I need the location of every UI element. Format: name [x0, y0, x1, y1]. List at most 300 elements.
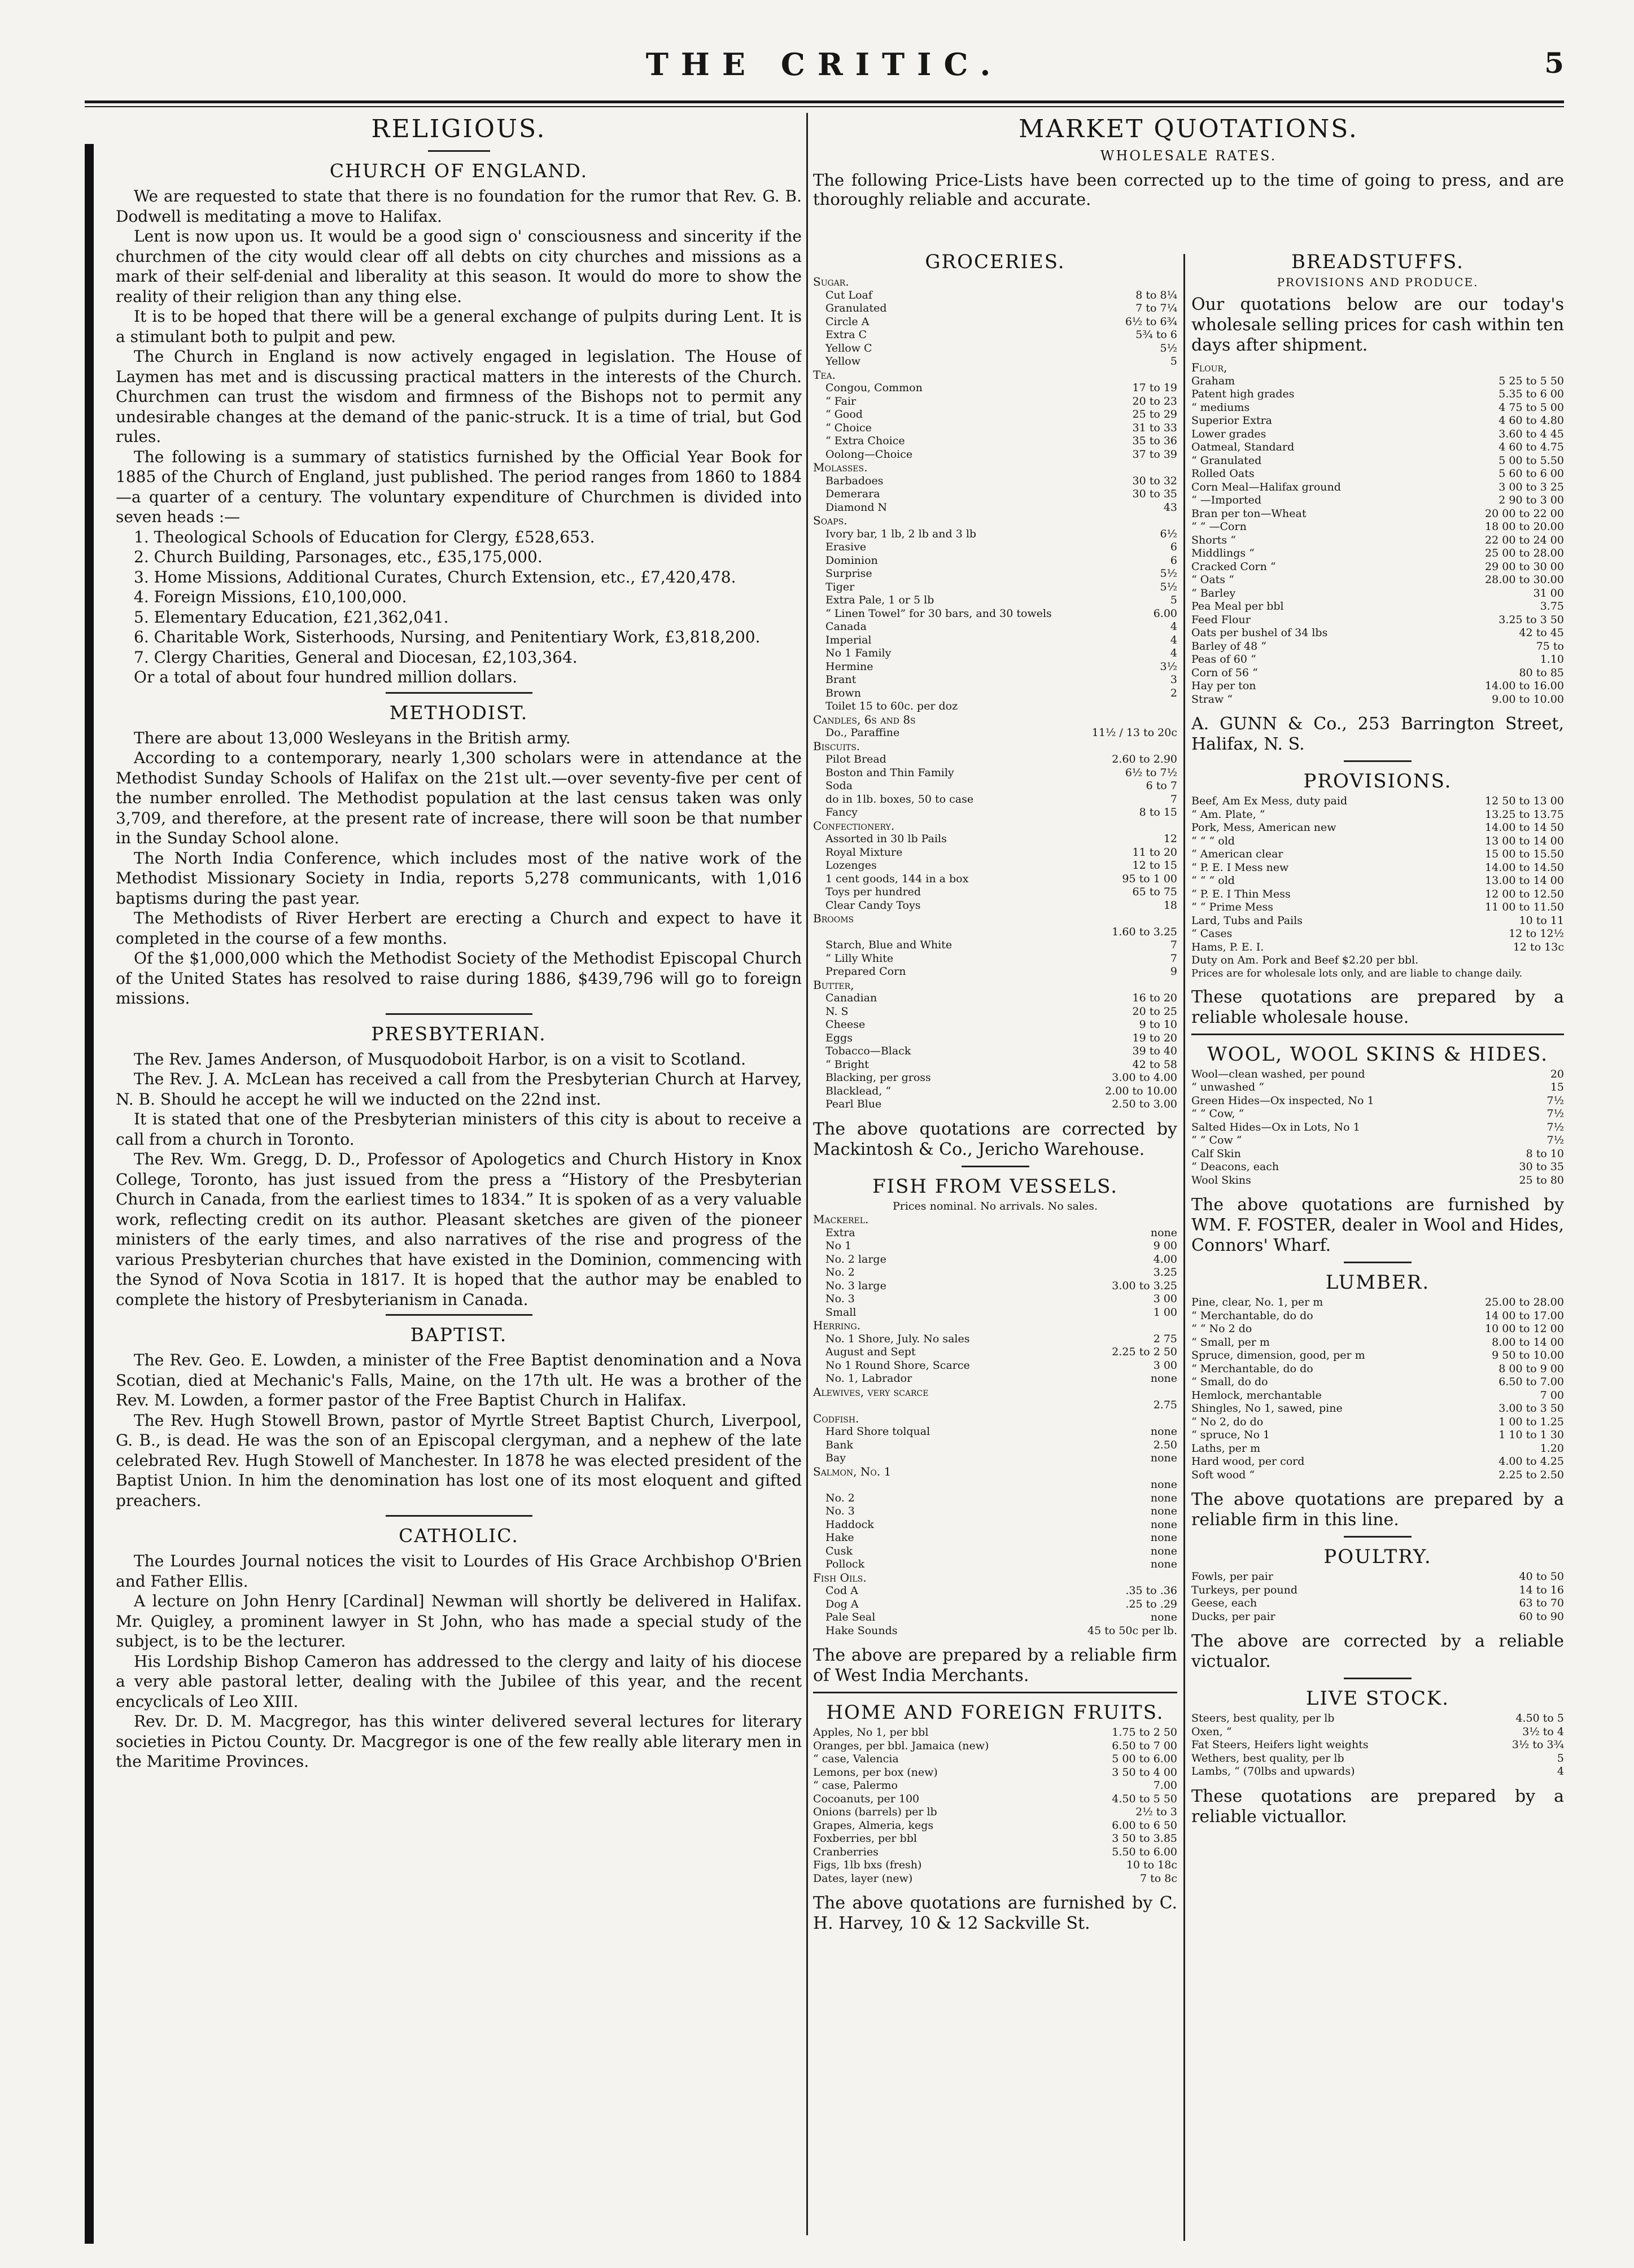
price-row	[813, 1346, 1177, 1359]
price-item-label: Pork, Mess, American new	[1191, 821, 1336, 834]
price-row	[813, 1032, 1177, 1045]
poultry-table	[1191, 1570, 1564, 1623]
price-item-label: Brown	[825, 686, 861, 699]
heading-church-of-england: CHURCH OF ENGLAND.	[329, 160, 588, 182]
price-item-value: none	[1150, 1452, 1177, 1464]
price-item-value: 6½ to 6¾	[1125, 315, 1177, 328]
price-row	[813, 780, 1177, 793]
price-row	[813, 1505, 1177, 1518]
price-row	[1191, 428, 1564, 441]
list-item: 5. Elementary Education, £21,362,041.	[134, 607, 449, 627]
price-item-label: Fancy	[825, 806, 858, 818]
price-item-label: Hard Shore tolqual	[825, 1425, 930, 1438]
price-item-value: 4.50 to 5 50	[1112, 1792, 1177, 1805]
price-item-value: 6.50 to 7.00	[1498, 1376, 1564, 1388]
price-item-value: 31 00	[1533, 586, 1564, 599]
price-item-value	[1173, 700, 1177, 713]
price-item-value: 6	[1170, 541, 1177, 553]
price-item-value: 45 to 50c per lb.	[1087, 1624, 1177, 1637]
price-row	[1191, 1429, 1564, 1442]
price-item-label: “ P. E. I Thin Mess	[1191, 887, 1291, 900]
price-item-label: Extra	[825, 1226, 855, 1239]
price-item-label: Surprise	[825, 567, 872, 580]
market-right-column	[1191, 243, 1564, 2224]
price-item-label: Extra Pale, 1 or 5 lb	[825, 594, 934, 606]
paragraph: It is stated that one of the Presbyterian ministers of this city is about to receive a call from a church in Toronto.	[116, 1110, 802, 1149]
price-item-label: Tiger	[825, 580, 855, 593]
price-item-label: Laths, per m	[1191, 1442, 1261, 1455]
price-row	[813, 939, 1177, 952]
price-row	[813, 1359, 1177, 1373]
price-item-value: none	[1150, 1226, 1177, 1239]
price-item-label: Royal Mixture	[825, 846, 903, 859]
price-row	[1191, 927, 1564, 941]
price-item-value: 18 00 to 20.00	[1485, 520, 1564, 533]
price-row	[813, 594, 1177, 607]
price-item-value: 15	[1550, 1081, 1564, 1093]
price-item-label: Pollock	[825, 1558, 865, 1570]
price-item-value: 22 00 to 24 00	[1485, 533, 1564, 546]
price-row	[813, 1425, 1177, 1439]
price-item-label: Small	[825, 1306, 857, 1319]
price-row	[1191, 573, 1564, 587]
price-row	[813, 1793, 1177, 1806]
price-row	[813, 1280, 1177, 1293]
price-item-value: 65 to 75	[1132, 886, 1177, 898]
price-item-value: 20 to 25	[1132, 1005, 1177, 1018]
divider	[1191, 1034, 1564, 1035]
price-item-value: 4 60 to 4.80	[1498, 414, 1564, 427]
price-item-label: “ Small, per m	[1191, 1336, 1270, 1348]
price-item-value: 11 to 20	[1132, 846, 1177, 859]
price-item-label: Soft wood “	[1191, 1468, 1255, 1481]
price-item-label: Bank	[825, 1438, 854, 1451]
price-item-value: 9 00	[1153, 1240, 1177, 1252]
price-item-label: No. 1 Shore, July. No sales	[825, 1332, 970, 1345]
wool-note: The above quotations are furnished by WM. F. FOSTER, dealer in Wool and Hides, Connors' Wharf.	[1191, 1195, 1564, 1255]
price-item-value: 6.00	[1153, 607, 1177, 620]
price-row	[813, 1545, 1177, 1558]
price-item-value: 2½ to 3	[1135, 1806, 1177, 1818]
price-item-label: “ Barley	[1191, 586, 1236, 599]
price-row	[1191, 561, 1564, 574]
price-item-label: Canada	[825, 620, 867, 633]
price-item-label: Peas of 60 “	[1191, 653, 1256, 665]
price-item-value: 8 to 15	[1139, 806, 1177, 818]
price-row	[813, 1766, 1177, 1780]
price-item-label: Cocoanuts, per 100	[813, 1792, 920, 1805]
price-row	[1191, 401, 1564, 415]
price-row	[813, 382, 1177, 395]
paragraph: It is to be hoped that there will be a general exchange of pulpits during Lent. It is a stimulant both to pulpit and pew.	[116, 307, 802, 346]
price-item-value: 4	[1170, 633, 1177, 646]
price-item-value: 5.35 to 6 00	[1498, 388, 1564, 400]
price-row	[813, 1253, 1177, 1267]
price-row	[813, 1492, 1177, 1505]
price-row	[1191, 1712, 1564, 1726]
price-item-value: 2.25 to 2 50	[1112, 1346, 1177, 1358]
price-row	[813, 1293, 1177, 1306]
divider	[962, 1166, 1029, 1167]
price-item-value: 43	[1163, 501, 1177, 514]
price-item-label: Shingles, No 1, sawed, pine	[1191, 1402, 1343, 1415]
price-item-value: 5¾ to 6	[1135, 329, 1177, 341]
price-item-label: Blacklead, “	[825, 1084, 892, 1097]
price-item-label: Cheese	[825, 1018, 866, 1031]
price-item-value: 3½ to 4	[1522, 1725, 1564, 1738]
divider	[1344, 1678, 1412, 1679]
price-row	[1191, 1349, 1564, 1363]
price-item-value: 5	[1170, 594, 1177, 606]
price-item-label: No. 3 large	[825, 1279, 886, 1292]
price-row	[1191, 1752, 1564, 1766]
paragraph: The Church in England is now actively engaged in legislation. The House of Laymen has met and is discussing practical matters in the interests of the Church. Churchmen can trust the wisdom and firmness of the Bishops not to permit any undesirable changes at the demand of the panic-struck. It is a time of trial, but God rules.	[116, 347, 802, 446]
price-item-value: 13 00 to 14 00	[1485, 834, 1564, 847]
price-item-label: “ “ Cow “	[1191, 1134, 1242, 1146]
price-item-label: Apples, No 1, per bbl	[813, 1726, 929, 1739]
price-item-label: Barbadoes	[825, 474, 884, 487]
price-item-label: Do., Paraffine	[825, 726, 900, 739]
price-item-label: Prepared Corn	[825, 965, 906, 978]
price-item-label: No. 2 large	[825, 1253, 886, 1266]
price-row	[813, 753, 1177, 767]
price-row	[1191, 600, 1564, 614]
price-row	[1191, 954, 1564, 967]
price-item-value: 9	[1170, 965, 1177, 978]
paragraph: The Rev. Hugh Stowell Brown, pastor of Myrtle Street Baptist Church, Liverpool, G. B., is dead. He was the son of an Episcopal clergyman, and a nephew of the late celebrated Rev. Hugh Stowell of Manchester. In 1878 he was elected president of the Baptist Union. In him the denomination has lost one of its most eloquent and gifted preachers.	[116, 1411, 802, 1510]
price-item-value: 5	[1170, 355, 1177, 367]
price-row	[1191, 627, 1564, 640]
price-row	[813, 926, 1177, 939]
price-row	[1191, 534, 1564, 548]
price-row	[813, 475, 1177, 488]
price-item-label: Lambs, “ (70lbs and upwards)	[1191, 1765, 1355, 1777]
price-row	[813, 1806, 1177, 1819]
paragraph: The Lourdes Journal notices the visit to Lourdes of His Grace Archbishop O'Brien and Father Ellis.	[116, 1552, 802, 1591]
price-item-value: 10 00 to 12 00	[1485, 1323, 1564, 1335]
price-item-value: 5 60 to 6 00	[1498, 467, 1564, 480]
price-row	[813, 886, 1177, 899]
price-item-label: “ “ Prime Mess	[1191, 901, 1273, 913]
price-item-value: 7	[1170, 793, 1177, 805]
price-item-label: No. 2	[825, 1266, 855, 1279]
groceries-table	[813, 275, 1177, 1111]
price-item-label: Dominion	[825, 554, 878, 567]
price-item-label: Calf Skin	[1191, 1147, 1241, 1160]
price-item-value	[1559, 954, 1564, 967]
price-row	[813, 1779, 1177, 1793]
price-item-label: “ Extra Choice	[825, 435, 905, 447]
price-item-label: Graham	[1191, 374, 1235, 387]
paragraph: Of the $1,000,000 which the Methodist Society of the Methodist Episcopal Church of the United States has resolved to raise during 1886, $439,796 will go to foreign missions.	[116, 949, 802, 1008]
price-category: Soaps.	[813, 514, 847, 527]
price-row	[1191, 1442, 1564, 1456]
paragraph: There are about 13,000 Wesleyans in the British army.	[134, 728, 571, 747]
heading-livestock: LIVE STOCK.	[1305, 1687, 1450, 1710]
price-item-value: 11 00 to 11.50	[1485, 901, 1564, 913]
price-item-value: 14.00 to 14 50	[1485, 821, 1564, 834]
price-item-label: Superior Extra	[1191, 414, 1273, 427]
price-category: Fish Oils.	[813, 1570, 867, 1584]
price-item-label	[813, 1399, 1149, 1412]
paragraph: We are requested to state that there is no foundation for the rumor that Rev. G. B. Dodwell is meditating a move to Halifax.	[116, 187, 802, 226]
price-row	[813, 1726, 1177, 1740]
price-item-label: Shorts “	[1191, 533, 1236, 546]
price-item-value: 7 00	[1540, 1389, 1564, 1402]
price-row	[813, 1439, 1177, 1452]
price-item-label: “ Small, do do	[1191, 1376, 1268, 1388]
price-row	[1191, 1336, 1564, 1350]
price-item-value: 2.50	[1153, 1438, 1177, 1451]
price-item-value: 2.75	[1153, 1399, 1177, 1411]
price-row	[1191, 1107, 1564, 1121]
price-item-value: 6	[1170, 554, 1177, 567]
price-item-label: Spruce, dimension, good, per m	[1191, 1349, 1365, 1361]
price-row	[1191, 481, 1564, 494]
divider	[386, 692, 532, 694]
price-row	[1191, 1597, 1564, 1610]
price-item-value: 30 to 35	[1132, 488, 1177, 500]
list-item: 6. Charitable Work, Sisterhoods, Nursing, and Penitentiary Work, £3,818,200.	[134, 628, 761, 646]
price-item-value: 10 to 18c	[1126, 1859, 1177, 1871]
price-item-label: Yellow	[825, 355, 860, 367]
price-item-label: No 1 Family	[825, 647, 892, 659]
price-item-value: 18	[1163, 899, 1177, 912]
price-item-value: 3 00	[1153, 1359, 1177, 1372]
price-row	[813, 289, 1177, 303]
price-item-label: Haddock	[825, 1518, 874, 1531]
market-subtitle: WHOLESALE RATES.	[1100, 148, 1277, 164]
price-row	[813, 1372, 1177, 1386]
price-item-label: “ “ —Corn	[1191, 520, 1247, 533]
price-item-value: 42 to 58	[1132, 1058, 1177, 1071]
price-row	[813, 846, 1177, 860]
price-row	[1191, 467, 1564, 481]
price-row	[813, 660, 1177, 674]
price-row	[813, 952, 1177, 966]
price-row	[1191, 614, 1564, 627]
price-item-value: 1.75 to 2 50	[1112, 1726, 1177, 1739]
price-item-label: Dates, layer (new)	[813, 1872, 913, 1885]
price-item-label: Oranges, per bbl. Jamaica (new)	[813, 1739, 989, 1752]
price-item-label: “ “ Cow, “	[1191, 1107, 1244, 1120]
price-item-label: Assorted in 30 lb Pails	[825, 833, 947, 845]
price-item-value: 20 to 23	[1132, 395, 1177, 408]
price-item-value: none	[1150, 1558, 1177, 1570]
price-item-label: Extra C	[825, 329, 867, 341]
price-item-label: “ Lilly White	[825, 952, 894, 965]
column-rule	[806, 113, 808, 2235]
price-item-value: 11½ / 13 to 20c	[1091, 726, 1177, 739]
price-row	[813, 1227, 1177, 1240]
paragraph: The Rev. J. A. McLean has received a call from the Presbyterian Church at Harvey, N. B. Should he accept he will we inducted on the 22nd inst.	[116, 1070, 802, 1109]
heading-lumber: LUMBER.	[1325, 1271, 1430, 1294]
price-item-value: 3½	[1160, 660, 1177, 673]
price-item-value: 8.00 to 14 00	[1492, 1336, 1564, 1348]
wool-table	[1191, 1068, 1564, 1188]
price-item-label: Lower grades	[1191, 427, 1266, 440]
price-item-value: 13.25 to 13.75	[1485, 808, 1564, 821]
price-item-label: Blacking, per gross	[825, 1071, 931, 1084]
provisions-note: These quotations are prepared by a reliable wholesale house.	[1191, 987, 1564, 1027]
price-item-value: 63 to 70	[1519, 1597, 1564, 1609]
price-item-label: Duty on Am. Pork and Beef $2.20 per bbl.	[1191, 954, 1419, 966]
price-item-value: 5 00 to 6.00	[1112, 1753, 1177, 1765]
price-item-label: 1 cent goods, 144 in a box	[825, 872, 969, 885]
price-category: Biscuits.	[813, 739, 860, 753]
fish-prices-note: Prices nominal. No arrivals. No sales.	[892, 1199, 1098, 1212]
price-item-value: .35 to .36	[1125, 1584, 1177, 1597]
price-row	[1191, 901, 1564, 914]
price-item-value: 2.60 to 2.90	[1112, 753, 1177, 765]
price-item-value: 19 to 20	[1132, 1031, 1177, 1044]
price-item-value: 20 00 to 22 00	[1485, 507, 1564, 520]
price-row	[813, 567, 1177, 581]
price-item-label: “ “ “ old	[1191, 834, 1235, 847]
price-row	[813, 1452, 1177, 1465]
fruits-table	[813, 1726, 1177, 1885]
price-item-label: “ “ “ old	[1191, 874, 1235, 887]
page-number: 5	[1544, 46, 1564, 80]
price-item-value: 6.50 to 7 00	[1112, 1739, 1177, 1752]
price-item-label: Straw “	[1191, 693, 1233, 706]
price-row	[1191, 835, 1564, 848]
price-item-label: Lard, Tubs and Pails	[1191, 914, 1303, 927]
price-item-label: Figs, 1lb bxs (fresh)	[813, 1859, 922, 1871]
price-item-label: Hams, P. E. I.	[1191, 940, 1264, 953]
price-row	[1191, 1121, 1564, 1135]
price-item-value: 4	[1557, 1765, 1564, 1777]
price-category: Brooms	[813, 912, 854, 925]
price-item-label: do in 1lb. boxes, 50 to case	[825, 793, 974, 805]
heading-provisions: PROVISIONS.	[1303, 770, 1452, 793]
price-row	[813, 1071, 1177, 1085]
price-row	[1191, 1363, 1564, 1376]
price-item-value: 6½	[1160, 527, 1177, 540]
section-title-market: MARKET QUOTATIONS.	[1019, 115, 1358, 143]
price-item-value: 75 to	[1536, 640, 1564, 653]
price-row	[1191, 1161, 1564, 1174]
price-item-value: none	[1150, 1544, 1177, 1557]
breadstuffs-intro: Our quotations below are our today's wholesale selling prices for cash within ten days after shipment.	[1191, 295, 1564, 355]
price-row	[1191, 861, 1564, 875]
price-item-label: Hemlock, merchantable	[1191, 1389, 1322, 1402]
price-item-value: 7½	[1546, 1107, 1564, 1120]
price-item-label: Oxen, “	[1191, 1725, 1232, 1738]
price-row	[813, 859, 1177, 873]
price-item-label: No. 3	[825, 1293, 855, 1305]
price-row	[1191, 795, 1564, 808]
price-item-label: Pilot Bread	[825, 753, 886, 765]
lumber-note: The above quotations are prepared by a reliable firm in this line.	[1191, 1490, 1564, 1530]
price-row	[1191, 667, 1564, 680]
price-row	[1191, 821, 1564, 835]
price-item-label: Bay	[825, 1452, 846, 1464]
price-category: Candles, 6s and 8s	[813, 712, 916, 726]
price-item-value: 2.25 to 2.50	[1498, 1468, 1564, 1481]
masthead-rule	[85, 100, 1564, 103]
breadstuffs-subtitle: PROVISIONS AND PRODUCE.	[1277, 275, 1479, 289]
price-item-label	[813, 1478, 1146, 1492]
heading-presbyterian: PRESBYTERIAN.	[371, 1022, 547, 1045]
price-item-label: Toilet 15 to 60c. per doz	[825, 700, 958, 712]
price-row	[813, 1058, 1177, 1072]
price-item-label: “ Good	[825, 408, 863, 421]
price-category: Herring.	[813, 1319, 861, 1332]
price-row	[813, 1598, 1177, 1612]
price-row	[1191, 1174, 1564, 1188]
price-row	[1191, 1584, 1564, 1597]
price-row	[1191, 388, 1564, 401]
price-row	[813, 673, 1177, 687]
price-item-value: 4 75 to 5 00	[1498, 401, 1564, 414]
heading-methodist: METHODIST.	[389, 701, 528, 724]
price-item-label: “ mediums	[1191, 401, 1250, 414]
price-row	[1191, 520, 1564, 534]
price-category: Codfish.	[813, 1411, 859, 1425]
price-row	[813, 1859, 1177, 1872]
price-item-label: “ P. E. I Mess new	[1191, 861, 1289, 874]
price-item-value: 20	[1550, 1067, 1564, 1080]
price-row	[1191, 1416, 1564, 1429]
price-item-label: “ case, Valencia	[813, 1753, 899, 1765]
price-item-label: Cut Loaf	[825, 288, 872, 301]
price-item-value: 2 75	[1153, 1332, 1177, 1345]
price-item-value: none	[1150, 1478, 1177, 1491]
price-item-value: 7½	[1546, 1134, 1564, 1146]
paragraph: The Rev. James Anderson, of Musquodoboit Harbor, is on a visit to Scotland.	[134, 1049, 746, 1069]
price-item-label: Wool Skins	[1191, 1174, 1251, 1186]
fish-note: The above are prepared by a reliable firm of West India Merchants.	[813, 1645, 1177, 1685]
price-row	[1191, 693, 1564, 707]
price-item-value: 1.10	[1540, 653, 1564, 665]
price-item-value: 28.00 to 30.00	[1485, 573, 1564, 586]
price-item-value: 35 to 36	[1132, 435, 1177, 447]
price-item-value: 4.00	[1153, 1253, 1177, 1266]
list-item: 4. Foreign Missions, £10,100,000.	[134, 588, 407, 606]
paragraph: The Rev. Geo. E. Lowden, a minister of the Free Baptist denomination and a Nova Scotian, died at Mechanic's Falls, Maine, on the 17th ult. He was a brother of the Rev. M. Lowden, a former pastor of the Free Baptist Church in Halifax.	[116, 1351, 802, 1409]
masthead	[85, 46, 1564, 97]
price-row	[813, 342, 1177, 356]
paragraph: Or a total of about four hundred million dollars.	[134, 668, 518, 686]
price-row	[813, 1018, 1177, 1032]
list-item: 7. Clergy Charities, General and Diocesan, £2,103,364.	[134, 647, 578, 667]
price-item-value: 7.00	[1153, 1779, 1177, 1792]
paragraph: His Lordship Bishop Cameron has addressed to the clergy and laity of his diocese a very able pastoral letter, dealing with the Jubilee of this year, and the recent encyclicals of Leo XIII.	[116, 1652, 802, 1711]
price-row	[813, 634, 1177, 647]
price-row	[813, 1266, 1177, 1280]
price-item-value: 1 00 to 1.25	[1498, 1415, 1564, 1428]
price-row	[813, 1832, 1177, 1846]
price-item-value: 13.00 to 14 00	[1485, 874, 1564, 887]
poultry-note: The above are corrected by a reliable victualor.	[1191, 1631, 1564, 1671]
price-item-label: Salted Hides—Ox in Lots, No 1	[1191, 1120, 1360, 1133]
price-row	[1191, 441, 1564, 454]
price-item-value: 7 to 7¼	[1135, 302, 1177, 314]
price-row	[813, 541, 1177, 554]
price-item-label: Corn Meal—Halifax ground	[1191, 480, 1341, 493]
price-item-value: 8 to 10	[1526, 1147, 1564, 1160]
price-item-label: Pea Meal per bbl	[1191, 600, 1284, 612]
price-item-label: Canadian	[825, 992, 877, 1004]
price-item-value: 7	[1170, 952, 1177, 965]
price-row	[1191, 1610, 1564, 1624]
price-item-value: 4.00 to 4.25	[1498, 1455, 1564, 1468]
list-item: 3. Home Missions, Additional Curates, Church Extension, etc., £7,420,478.	[134, 567, 736, 586]
price-item-label: Geese, each	[1191, 1597, 1257, 1609]
price-item-value: 5	[1557, 1752, 1564, 1765]
price-item-value: 42 to 45	[1519, 627, 1564, 639]
